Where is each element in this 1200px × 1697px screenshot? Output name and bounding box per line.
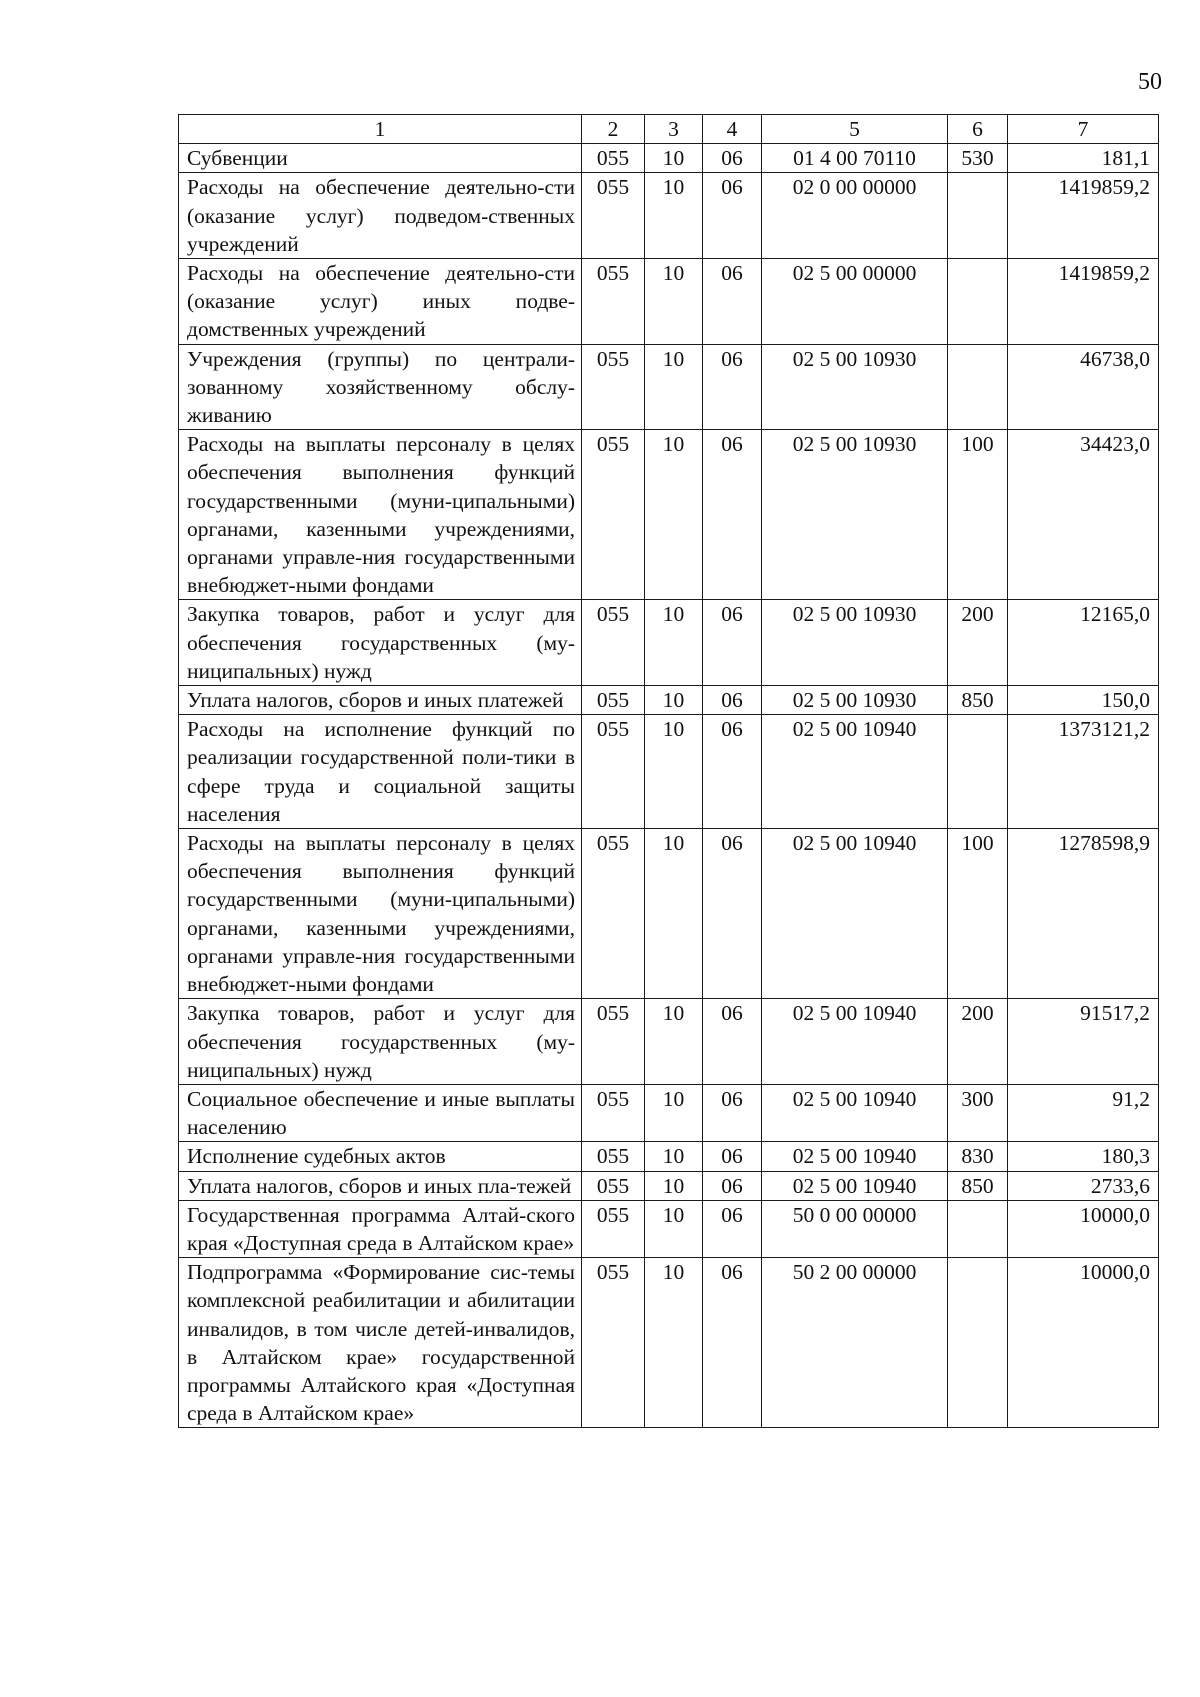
page-number: 50 [1138,69,1162,95]
expense-type-cell [948,259,1008,345]
admin-code-cell: 055 [582,686,645,715]
amount-cell: 34423,0 [1008,430,1159,600]
amount-cell: 2733,6 [1008,1171,1159,1200]
amount-cell: 46738,0 [1008,344,1159,430]
row-name-cell: Расходы на выплаты персоналу в целях обеспечения выполнения функций государственными (муни-ципальными) органами, казенными учреждениями, органами управле-ния государственными внебюджет-ными фондами [179,430,582,600]
table-row [179,600,1159,686]
row-name-cell: Субвенции [179,144,582,173]
expense-type-cell: 830 [948,1142,1008,1171]
row-name-cell: Закупка товаров, работ и услуг для обеспечения государственных (му-ниципальных) нужд [179,600,582,686]
admin-code-cell: 055 [582,1258,645,1428]
row-name-cell: Закупка товаров, работ и услуг для обеспечения государственных (му-ниципальных) нужд [179,999,582,1085]
table-row [179,999,1159,1085]
subsection-code-cell: 06 [703,344,762,430]
expense-type-cell [948,344,1008,430]
budget-table [178,114,1159,1428]
expense-type-cell: 300 [948,1084,1008,1141]
column-header: 2 [582,115,645,144]
section-code-cell: 10 [645,715,703,829]
amount-cell: 1419859,2 [1008,173,1159,259]
admin-code-cell: 055 [582,600,645,686]
subsection-code-cell: 06 [703,1258,762,1428]
section-code-cell: 10 [645,1258,703,1428]
subsection-code-cell: 06 [703,144,762,173]
admin-code-cell: 055 [582,173,645,259]
expense-type-cell: 100 [948,829,1008,999]
section-code-cell: 10 [645,686,703,715]
table-row [179,1171,1159,1200]
subsection-code-cell: 06 [703,715,762,829]
table-body [179,144,1159,1428]
target-article-cell: 02 5 00 10940 [762,715,948,829]
table-row [179,344,1159,430]
column-header: 1 [179,115,582,144]
target-article-cell: 02 5 00 10930 [762,600,948,686]
section-code-cell: 10 [645,344,703,430]
row-name-cell: Учреждения (группы) по централи-зованному хозяйственному обслу-живанию [179,344,582,430]
section-code-cell: 10 [645,1171,703,1200]
table-row [179,1142,1159,1171]
section-code-cell: 10 [645,1200,703,1257]
admin-code-cell: 055 [582,430,645,600]
admin-code-cell: 055 [582,999,645,1085]
section-code-cell: 10 [645,1142,703,1171]
target-article-cell: 02 5 00 10940 [762,1084,948,1141]
column-header: 7 [1008,115,1159,144]
row-name-cell: Государственная программа Алтай-ского края «Доступная среда в Алтайском крае» [179,1200,582,1257]
admin-code-cell: 055 [582,829,645,999]
admin-code-cell: 055 [582,344,645,430]
subsection-code-cell: 06 [703,999,762,1085]
amount-cell: 1419859,2 [1008,259,1159,345]
header-row [179,115,1159,144]
section-code-cell: 10 [645,1084,703,1141]
row-name-cell: Расходы на исполнение функций по реализации государственной поли-тики в сфере труда и социальной защиты населения [179,715,582,829]
admin-code-cell: 055 [582,1084,645,1141]
row-name-cell: Расходы на выплаты персоналу в целях обеспечения выполнения функций государственными (муни-ципальными) органами, казенными учреждениями, органами управле-ния государственными внебюджет-ными фондами [179,829,582,999]
expense-type-cell: 100 [948,430,1008,600]
subsection-code-cell: 06 [703,173,762,259]
subsection-code-cell: 06 [703,829,762,999]
table-row [179,1084,1159,1141]
target-article-cell: 02 0 00 00000 [762,173,948,259]
table-row [179,173,1159,259]
row-name-cell: Расходы на обеспечение деятельно-сти (оказание услуг) подведом-ственных учреждений [179,173,582,259]
target-article-cell: 02 5 00 10930 [762,344,948,430]
row-name-cell: Уплата налогов, сборов и иных пла-тежей [179,1171,582,1200]
table-row [179,259,1159,345]
subsection-code-cell: 06 [703,259,762,345]
admin-code-cell: 055 [582,715,645,829]
amount-cell: 180,3 [1008,1142,1159,1171]
expense-type-cell: 850 [948,686,1008,715]
column-header: 5 [762,115,948,144]
subsection-code-cell: 06 [703,1142,762,1171]
row-name-cell: Социальное обеспечение и иные выплаты населению [179,1084,582,1141]
amount-cell: 10000,0 [1008,1200,1159,1257]
column-header: 4 [703,115,762,144]
table-row [179,715,1159,829]
expense-type-cell [948,173,1008,259]
section-code-cell: 10 [645,144,703,173]
row-name-cell: Уплата налогов, сборов и иных платежей [179,686,582,715]
admin-code-cell: 055 [582,1142,645,1171]
target-article-cell: 02 5 00 10940 [762,1171,948,1200]
admin-code-cell: 055 [582,144,645,173]
column-header: 6 [948,115,1008,144]
subsection-code-cell: 06 [703,1200,762,1257]
subsection-code-cell: 06 [703,1084,762,1141]
target-article-cell: 02 5 00 10930 [762,430,948,600]
row-name-cell: Расходы на обеспечение деятельно-сти (оказание услуг) иных подве-домственных учреждений [179,259,582,345]
table-row [179,1258,1159,1428]
amount-cell: 12165,0 [1008,600,1159,686]
target-article-cell: 02 5 00 10940 [762,829,948,999]
subsection-code-cell: 06 [703,600,762,686]
expense-type-cell: 850 [948,1171,1008,1200]
amount-cell: 1278598,9 [1008,829,1159,999]
expense-type-cell [948,1258,1008,1428]
expense-type-cell [948,1200,1008,1257]
section-code-cell: 10 [645,999,703,1085]
target-article-cell: 01 4 00 70110 [762,144,948,173]
amount-cell: 1373121,2 [1008,715,1159,829]
section-code-cell: 10 [645,430,703,600]
section-code-cell: 10 [645,829,703,999]
target-article-cell: 50 2 00 00000 [762,1258,948,1428]
table-row [179,829,1159,999]
amount-cell: 91517,2 [1008,999,1159,1085]
amount-cell: 181,1 [1008,144,1159,173]
table-row [179,430,1159,600]
target-article-cell: 02 5 00 10940 [762,999,948,1085]
table-row [179,686,1159,715]
column-header: 3 [645,115,703,144]
target-article-cell: 02 5 00 10930 [762,686,948,715]
row-name-cell: Подпрограмма «Формирование сис-темы комплексной реабилитации и абилитации инвалидов, в том числе детей-инвалидов, в Алтайском крае» государственной программы Алтайского края «Доступная среда в Алтайском крае» [179,1258,582,1428]
section-code-cell: 10 [645,259,703,345]
section-code-cell: 10 [645,173,703,259]
expense-type-cell [948,715,1008,829]
admin-code-cell: 055 [582,1200,645,1257]
admin-code-cell: 055 [582,1171,645,1200]
admin-code-cell: 055 [582,259,645,345]
target-article-cell: 02 5 00 00000 [762,259,948,345]
amount-cell: 10000,0 [1008,1258,1159,1428]
section-code-cell: 10 [645,600,703,686]
expense-type-cell: 200 [948,999,1008,1085]
expense-type-cell: 200 [948,600,1008,686]
target-article-cell: 02 5 00 10940 [762,1142,948,1171]
table-row [179,144,1159,173]
subsection-code-cell: 06 [703,1171,762,1200]
table-row [179,1200,1159,1257]
target-article-cell: 50 0 00 00000 [762,1200,948,1257]
row-name-cell: Исполнение судебных актов [179,1142,582,1171]
amount-cell: 91,2 [1008,1084,1159,1141]
expense-type-cell: 530 [948,144,1008,173]
subsection-code-cell: 06 [703,430,762,600]
subsection-code-cell: 06 [703,686,762,715]
amount-cell: 150,0 [1008,686,1159,715]
